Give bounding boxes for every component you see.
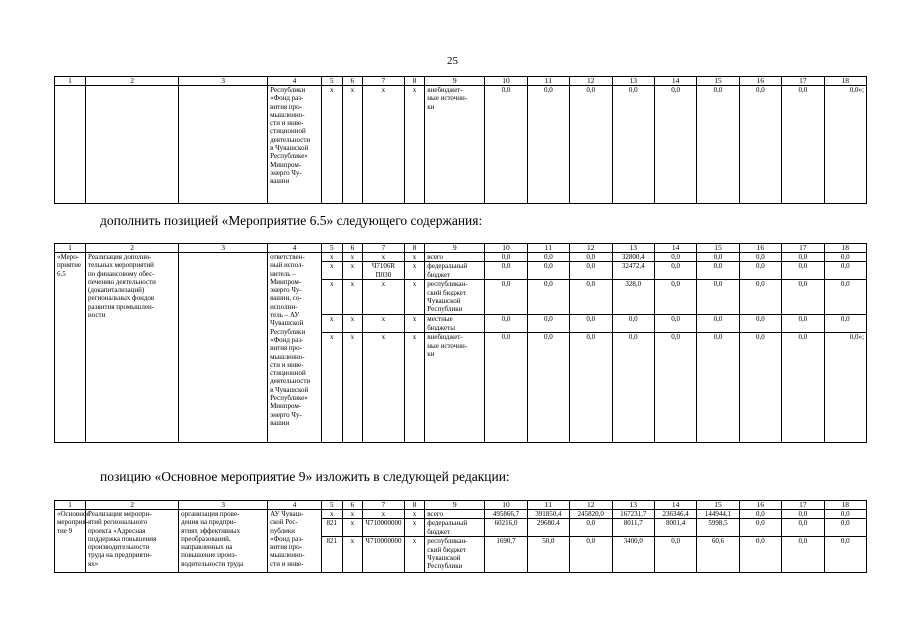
- source-cell: федеральный бюджет: [425, 262, 485, 280]
- col-header: 15: [697, 244, 739, 253]
- value-cell: 0,0: [570, 86, 612, 204]
- value-cell: 0,0: [782, 519, 824, 537]
- value-cell: 0,0: [824, 510, 866, 519]
- cell: x: [404, 333, 425, 443]
- value-cell: 60,6: [697, 537, 739, 573]
- value-cell: 495866,7: [485, 510, 527, 519]
- col-header: 15: [697, 77, 739, 86]
- col-header: 8: [404, 501, 425, 510]
- value-cell: 0,0: [697, 280, 739, 315]
- col-header: 14: [654, 77, 696, 86]
- cell: x: [321, 86, 342, 204]
- cell: x: [342, 333, 363, 443]
- value-cell: 0,0: [782, 253, 824, 262]
- value-cell: 0,0: [782, 280, 824, 315]
- cell: x: [342, 280, 363, 315]
- col-header: 8: [404, 77, 425, 86]
- cell: x: [363, 280, 404, 315]
- col-header: 10: [485, 77, 527, 86]
- value-cell: 50,0: [527, 537, 569, 573]
- col-header: 17: [782, 77, 824, 86]
- value-cell: 0,0: [739, 519, 781, 537]
- value-cell: 0,0: [824, 537, 866, 573]
- cell: [179, 86, 268, 204]
- executor-cell: АУ Чуваш- ской Рес- публики «Фонд раз- вития про- мышленно- сти и инве-: [268, 510, 322, 573]
- value-cell: 0,0: [527, 262, 569, 280]
- value-cell: 0,0: [612, 86, 654, 204]
- value-cell: 0,0: [739, 86, 781, 204]
- value-cell: 0,0: [782, 537, 824, 573]
- column-number-row: [55, 244, 867, 253]
- cell: x: [363, 315, 404, 333]
- value-cell: 0,0: [570, 280, 612, 315]
- value-cell: 0,0: [527, 253, 569, 262]
- value-cell: 0,0: [824, 262, 866, 280]
- cell: x: [404, 280, 425, 315]
- col-header: 9: [425, 501, 485, 510]
- value-cell: 0,0: [485, 86, 527, 204]
- col-header: 18: [824, 244, 866, 253]
- value-cell: 0,0: [570, 519, 612, 537]
- value-cell: 32800,4: [612, 253, 654, 262]
- value-cell: 0,0: [485, 253, 527, 262]
- value-cell: 0,0: [485, 333, 527, 443]
- col-header: 6: [342, 244, 363, 253]
- value-cell: 0,0: [570, 262, 612, 280]
- value-cell: 0,0: [824, 253, 866, 262]
- source-cell: всего: [425, 253, 485, 262]
- col-header: 10: [485, 244, 527, 253]
- value-cell: 0,0: [739, 510, 781, 519]
- value-cell: 0,0: [697, 333, 739, 443]
- col-header: 7: [363, 244, 404, 253]
- cell: x: [342, 253, 363, 262]
- value-cell: 29680,4: [527, 519, 569, 537]
- value-cell: 0,0: [527, 280, 569, 315]
- table-measure-6-5: [54, 243, 867, 443]
- source-cell: местные бюджеты: [425, 315, 485, 333]
- value-cell: 0,0: [739, 253, 781, 262]
- col-header: 5: [321, 77, 342, 86]
- value-cell: 8001,4: [654, 519, 696, 537]
- cell: x: [321, 510, 342, 519]
- page-number: 25: [447, 55, 458, 67]
- cell: Ч710000000: [363, 537, 404, 573]
- cell: x: [321, 262, 342, 280]
- cell: x: [321, 315, 342, 333]
- value-cell: 0,0: [697, 262, 739, 280]
- column-number-row: [55, 501, 867, 510]
- col-header: 1: [55, 244, 86, 253]
- table-row: [55, 510, 867, 519]
- value-cell: 0,0: [527, 86, 569, 204]
- col-header: 5: [321, 501, 342, 510]
- cell: x: [342, 86, 363, 204]
- col-header: 9: [425, 244, 485, 253]
- col-header: 13: [612, 244, 654, 253]
- cell: Ч7106R П030: [363, 262, 404, 280]
- col-header: 12: [570, 77, 612, 86]
- value-cell: 0,0: [527, 333, 569, 443]
- source-cell: республикан- ский бюджет Чувашской Республики: [425, 280, 485, 315]
- value-cell: 0,0»;: [824, 333, 866, 443]
- value-cell: 0,0: [824, 315, 866, 333]
- cell: x: [342, 262, 363, 280]
- cell: x: [363, 510, 404, 519]
- table-row: [55, 86, 867, 204]
- col-header: 6: [342, 77, 363, 86]
- col-header: 18: [824, 77, 866, 86]
- col-header: 13: [612, 501, 654, 510]
- col-header: 15: [697, 501, 739, 510]
- column-number-row: [55, 77, 867, 86]
- col-header: 4: [268, 244, 322, 253]
- table-continuation: [54, 76, 867, 204]
- value-cell: 0,0: [739, 333, 781, 443]
- col-header: 7: [363, 501, 404, 510]
- col-header: 11: [527, 77, 569, 86]
- cell: x: [404, 510, 425, 519]
- value-cell: 0,0: [697, 86, 739, 204]
- cell: x: [321, 253, 342, 262]
- col-header: 2: [86, 77, 179, 86]
- col-header: 17: [782, 244, 824, 253]
- executor-cell: Республики «Фонд раз- вития про- мышленно- сти и инве- стиционной деятельности в Чувашской Республике» Минпром- энерго Чу- вашии: [268, 86, 322, 204]
- col-header: 4: [268, 501, 322, 510]
- value-cell: 0,0: [782, 262, 824, 280]
- source-cell: республикан- ский бюджет Чувашской Республики: [425, 537, 485, 573]
- value-cell: 0,0: [570, 253, 612, 262]
- value-cell: 0,0: [570, 315, 612, 333]
- value-cell: 0,0: [739, 537, 781, 573]
- col-header: 1: [55, 77, 86, 86]
- value-cell: 0,0: [485, 315, 527, 333]
- col-header: 8: [404, 244, 425, 253]
- cell: [86, 86, 179, 204]
- table-row: [55, 253, 867, 262]
- col-header: 17: [782, 501, 824, 510]
- value-cell: 3400,0: [612, 537, 654, 573]
- value-cell: 0,0: [612, 333, 654, 443]
- value-cell: 0,0: [654, 315, 696, 333]
- value-cell: 0,0: [654, 280, 696, 315]
- col-header: 11: [527, 244, 569, 253]
- col-header: 3: [179, 501, 268, 510]
- value-cell: 0,0: [654, 253, 696, 262]
- col-header: 16: [739, 501, 781, 510]
- cell: x: [363, 253, 404, 262]
- value-cell: 0,0: [739, 315, 781, 333]
- value-cell: 0,0: [654, 262, 696, 280]
- value-cell: 0,0: [527, 315, 569, 333]
- measure-id-cell: «Меро- приятие 6.5: [55, 253, 86, 443]
- cell: 821: [321, 519, 342, 537]
- executor-cell: ответствен- ный испол- нитель – Минпром- энерго Чу- вашии, со- исполни- тель – АУ Чувашской Республики «Фонд раз- вития про- мышленно- сти и инве- стиционной деятельности в Чувашской Республике» Минпром- энерго Чу- вашии: [268, 253, 322, 443]
- value-cell: 0,0: [782, 315, 824, 333]
- task-cell: организация прове- дения на предпри- ятиях эффективных преобразований, направленных на повышение произ- водительности труда: [179, 510, 268, 573]
- value-cell: 8011,7: [612, 519, 654, 537]
- col-header: 13: [612, 77, 654, 86]
- value-cell: 0,0: [612, 315, 654, 333]
- task-cell: [179, 253, 268, 443]
- measure-name-cell: Реализация дополни- тельных мероприятий по финансовому обес- печению деятельности (докапитализаций) региональных фондов развития промышлен- ности: [86, 253, 179, 443]
- col-header: 16: [739, 77, 781, 86]
- col-header: 12: [570, 501, 612, 510]
- col-header: 7: [363, 77, 404, 86]
- value-cell: 0,0: [697, 253, 739, 262]
- col-header: 16: [739, 244, 781, 253]
- col-header: 9: [425, 77, 485, 86]
- source-cell: федеральный бюджет: [425, 519, 485, 537]
- col-header: 5: [321, 244, 342, 253]
- value-cell: 0,0: [570, 333, 612, 443]
- value-cell: 328,0: [612, 280, 654, 315]
- cell: x: [342, 315, 363, 333]
- cell: x: [342, 510, 363, 519]
- col-header: 18: [824, 501, 866, 510]
- value-cell: 391850,4: [527, 510, 569, 519]
- cell: x: [342, 537, 363, 573]
- value-cell: 0,0: [782, 333, 824, 443]
- col-header: 4: [268, 77, 322, 86]
- col-header: 6: [342, 501, 363, 510]
- col-header: 3: [179, 77, 268, 86]
- col-header: 14: [654, 501, 696, 510]
- value-cell: 236346,4: [654, 510, 696, 519]
- value-cell: 144944,1: [697, 510, 739, 519]
- cell: x: [404, 86, 425, 204]
- value-cell: 245820,0: [570, 510, 612, 519]
- cell: x: [404, 315, 425, 333]
- value-cell: 32472,4: [612, 262, 654, 280]
- value-cell: 0,0: [485, 280, 527, 315]
- cell: x: [404, 262, 425, 280]
- measure-name-cell: Реализация меропри- ятий регионального проекта «Адресная поддержка повышения производительности труда на предприяти- ях»: [86, 510, 179, 573]
- col-header: 14: [654, 244, 696, 253]
- value-cell: 167231,7: [612, 510, 654, 519]
- table-main-measure-9: [54, 500, 867, 573]
- cell: x: [363, 333, 404, 443]
- value-cell: 0,0»;: [824, 86, 866, 204]
- value-cell: 0,0: [824, 280, 866, 315]
- value-cell: 0,0: [570, 537, 612, 573]
- cell: x: [342, 519, 363, 537]
- col-header: 11: [527, 501, 569, 510]
- value-cell: 0,0: [782, 86, 824, 204]
- value-cell: 1690,7: [485, 537, 527, 573]
- cell: x: [404, 537, 425, 573]
- cell: x: [404, 519, 425, 537]
- value-cell: 0,0: [824, 519, 866, 537]
- cell: 821: [321, 537, 342, 573]
- col-header: 3: [179, 244, 268, 253]
- cell: x: [321, 280, 342, 315]
- source-cell: внебюджет- ные источни- ки: [425, 333, 485, 443]
- value-cell: 0,0: [697, 315, 739, 333]
- cell: Ч710000000: [363, 519, 404, 537]
- col-header: 2: [86, 501, 179, 510]
- value-cell: 0,0: [654, 537, 696, 573]
- value-cell: 60216,0: [485, 519, 527, 537]
- instruction-heading-1: дополнить позицией «Мероприятие 6.5» следующего содержания:: [100, 213, 483, 228]
- cell: x: [321, 333, 342, 443]
- col-header: 2: [86, 244, 179, 253]
- value-cell: 5998,5: [697, 519, 739, 537]
- value-cell: 0,0: [485, 262, 527, 280]
- cell: x: [404, 253, 425, 262]
- col-header: 1: [55, 501, 86, 510]
- col-header: 10: [485, 501, 527, 510]
- source-cell: всего: [425, 510, 485, 519]
- value-cell: 0,0: [739, 280, 781, 315]
- measure-id-cell: «Основное мероприя- тие 9: [55, 510, 86, 573]
- value-cell: 0,0: [782, 510, 824, 519]
- cell: x: [363, 86, 404, 204]
- cell: [55, 86, 86, 204]
- col-header: 12: [570, 244, 612, 253]
- value-cell: 0,0: [739, 262, 781, 280]
- source-cell: внебюджет- ные источни- ки: [425, 86, 485, 204]
- value-cell: 0,0: [654, 86, 696, 204]
- value-cell: 0,0: [654, 333, 696, 443]
- instruction-heading-2: позицию «Основное мероприятие 9» изложить в следующей редакции:: [100, 469, 510, 484]
